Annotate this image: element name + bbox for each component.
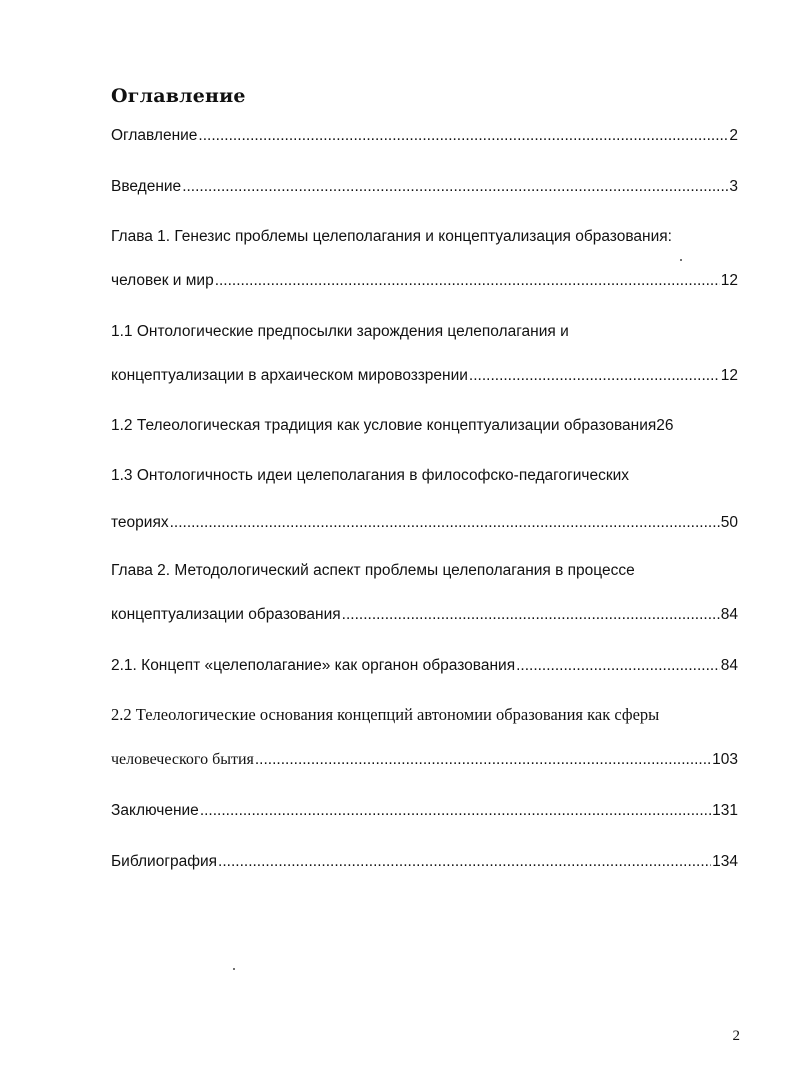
toc-page-number: 84 [720, 657, 738, 674]
scan-speck [680, 259, 682, 261]
toc-entry-label: концептуализации образования [111, 606, 341, 623]
toc-page-number: 131 [712, 802, 738, 819]
toc-leader-dots [469, 366, 720, 386]
toc-entry-chapter1-line1[interactable]: Глава 1. Генезис проблемы целеполагания и концептуализация образования: [111, 228, 672, 245]
toc-page-number: 84 [720, 606, 738, 623]
toc-entry-chapter2[interactable] [111, 605, 738, 625]
toc-entry-section-2-2-line1[interactable]: 2.2 Телеологические основания концепций автономии образования как сферы [111, 705, 660, 724]
toc-entry-label: Заключение [111, 802, 199, 819]
toc-page-number: 134 [712, 853, 738, 870]
page-title: Оглавление [111, 85, 246, 107]
toc-entry-chapter1[interactable] [111, 271, 738, 291]
toc-entry-section-1-2[interactable] [111, 416, 738, 436]
toc-page-number: 103 [712, 751, 738, 768]
toc-page-number: 50 [720, 514, 738, 531]
toc-leader-dots [170, 513, 720, 533]
toc-page-number: 3 [729, 178, 738, 195]
toc-leader-dots [200, 801, 711, 821]
toc-leader-dots [516, 656, 720, 676]
page-number: 2 [732, 1028, 740, 1044]
toc-leader-dots [218, 852, 711, 872]
toc-page-number: 12 [720, 367, 738, 384]
toc-entry-chapter2-line1[interactable]: Глава 2. Методологический аспект проблемы целеполагания в процессе [111, 562, 635, 579]
toc-entry-introduction[interactable] [111, 177, 738, 197]
toc-entry-label: человеческого бытия [111, 751, 254, 768]
toc-leader-dots [215, 271, 720, 291]
toc-entry-section-2-2[interactable] [111, 750, 738, 770]
toc-entry-section-1-3-line1[interactable]: 1.3 Онтологичность идеи целеполагания в философско-педагогических [111, 467, 630, 484]
toc-entry-contents[interactable] [111, 126, 738, 146]
toc-entry-label: 1.2 Телеологическая традиция как условие концептуализации образования [111, 417, 657, 434]
toc-entry-label: Библиография [111, 853, 218, 870]
toc-entry-bibliography[interactable] [111, 852, 738, 872]
toc-entry-label: человек и мир [111, 272, 214, 289]
toc-entry-label: Оглавление [111, 127, 198, 144]
toc-leader-dots [342, 605, 720, 625]
toc-leader-dots [182, 177, 728, 197]
toc-entry-section-1-1-line1[interactable]: 1.1 Онтологические предпосылки зарождения целеполагания и [111, 323, 569, 340]
toc-leader-dots [198, 126, 728, 146]
toc-entry-section-2-1[interactable] [111, 656, 738, 676]
toc-entry-label: теориях [111, 514, 169, 531]
toc-entry-section-1-1[interactable] [111, 366, 738, 386]
toc-page-number: 12 [720, 272, 738, 289]
toc-entry-section-1-3[interactable] [111, 513, 738, 533]
scan-speck [233, 968, 235, 970]
toc-page-number: 2 [729, 127, 738, 144]
toc-leader-dots [255, 750, 711, 770]
toc-entry-label: 2.1. Концепт «целеполагание» как органон образования [111, 657, 516, 674]
toc-entry-label: концептуализации в архаическом мировоззрении [111, 367, 468, 384]
toc-page-number: 26 [656, 417, 674, 434]
toc-entry-label: Введение [111, 178, 182, 195]
toc-entry-conclusion[interactable] [111, 801, 738, 821]
